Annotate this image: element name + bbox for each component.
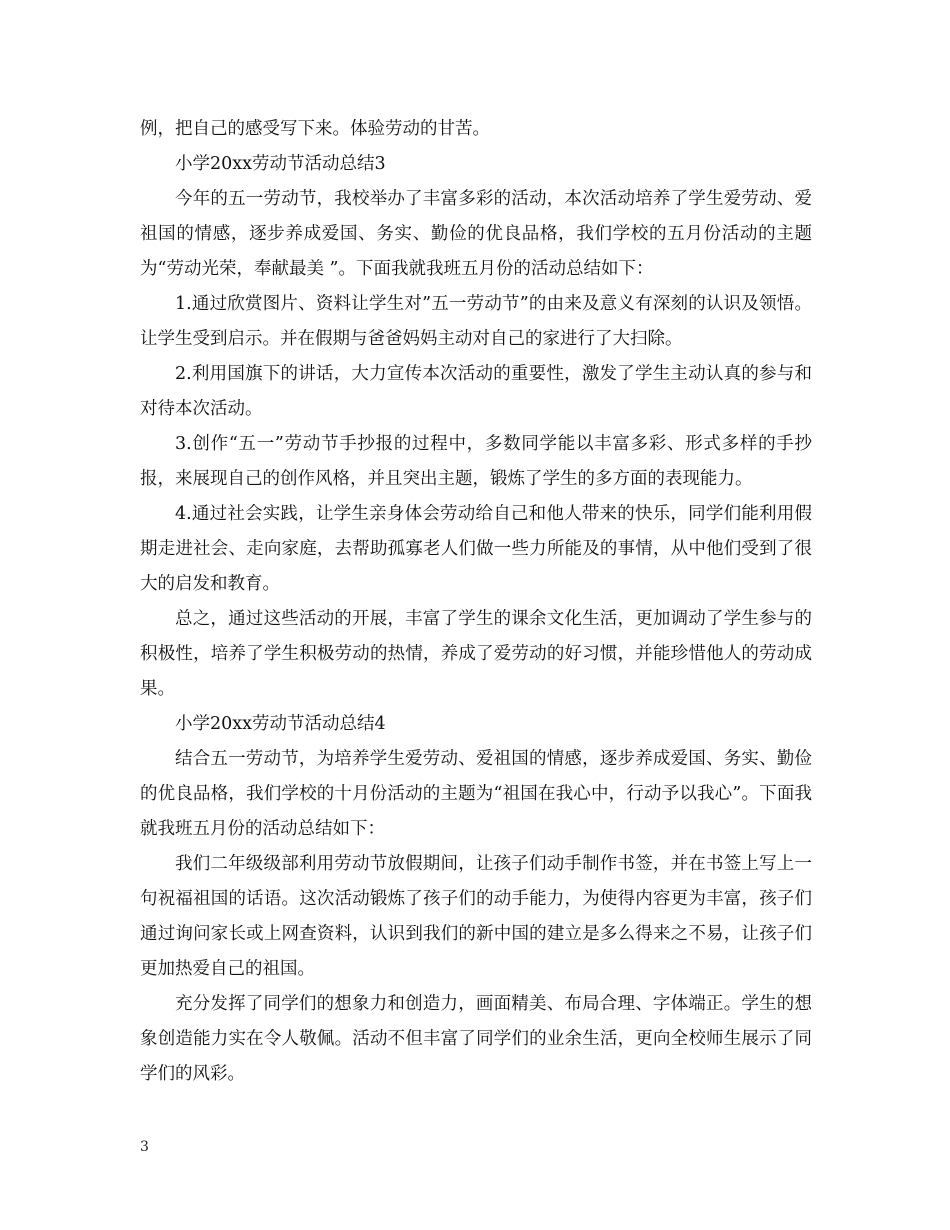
list-item-2: 2.利用国旗下的讲话，大力宣传本次活动的重要性，激发了学生主动认真的参与和对待本次活动。 — [140, 364, 812, 419]
section-heading-3: 小学20xx劳动节活动总结3 — [175, 154, 386, 174]
continuation-paragraph: 例，把自己的感受写下来。体验劳动的甘苦。 — [140, 119, 490, 139]
body-paragraph: 今年的五一劳动节，我校举办了丰富多彩的活动，本次活动培养了学生爱劳动、爱祖国的情感，逐步养成爱国、务实、勤俭的优良品格，我们学校的五月份活动的主题为“劳动光荣，奉献最美 ”。下面我就我班五月份的活动总结如下： — [140, 189, 812, 279]
list-item-4: 4.通过社会实践，让学生亲身体会劳动给自己和他人带来的快乐，同学们能利用假期走进社会、走向家庭，去帮助孤寡老人们做一些力所能及的事情，从中他们受到了很大的启发和教育。 — [140, 504, 812, 594]
page-number: 3 — [140, 1139, 149, 1155]
summary-paragraph: 总之，通过这些活动的开展，丰富了学生的课余文化生活，更加调动了学生参与的积极性，培养了学生积极劳动的热情，养成了爱劳动的好习惯，并能珍惜他人的劳动成果。 — [140, 609, 812, 699]
body-paragraph: 我们二年级级部利用劳动节放假期间，让孩子们动手制作书签，并在书签上写上一句祝福祖国的话语。这次活动锻炼了孩子们的动手能力，为使得内容更为丰富，孩子们通过询问家长或上网查资料，认识到我们的新中国的建立是多么得来之不易，让孩子们更加热爱自己的祖国。 — [140, 854, 812, 979]
body-paragraph: 充分发挥了同学们的想象力和创造力，画面精美、布局合理、字体端正。学生的想象创造能力实在令人敬佩。活动不但丰富了同学们的业余生活，更向全校师生展示了同学们的风彩。 — [140, 994, 812, 1084]
body-paragraph: 结合五一劳动节，为培养学生爱劳动、爱祖国的情感，逐步养成爱国、务实、勤俭的优良品格，我们学校的十月份活动的主题为“祖国在我心中，行动予以我心”。下面我就我班五月份的活动总结如下： — [140, 749, 812, 839]
list-item-1: 1.通过欣赏图片、资料让学生对”五一劳动节”的由来及意义有深刻的认识及领悟。让学生受到启示。并在假期与爸爸妈妈主动对自己的家进行了大扫除。 — [140, 294, 812, 349]
section-heading-4: 小学20xx劳动节活动总结4 — [175, 714, 386, 734]
list-item-3: 3.创作“五一”劳动节手抄报的过程中，多数同学能以丰富多彩、形式多样的手抄报，来展现自己的创作风格，并且突出主题，锻炼了学生的多方面的表现能力。 — [140, 434, 812, 489]
document-body — [140, 112, 812, 1092]
